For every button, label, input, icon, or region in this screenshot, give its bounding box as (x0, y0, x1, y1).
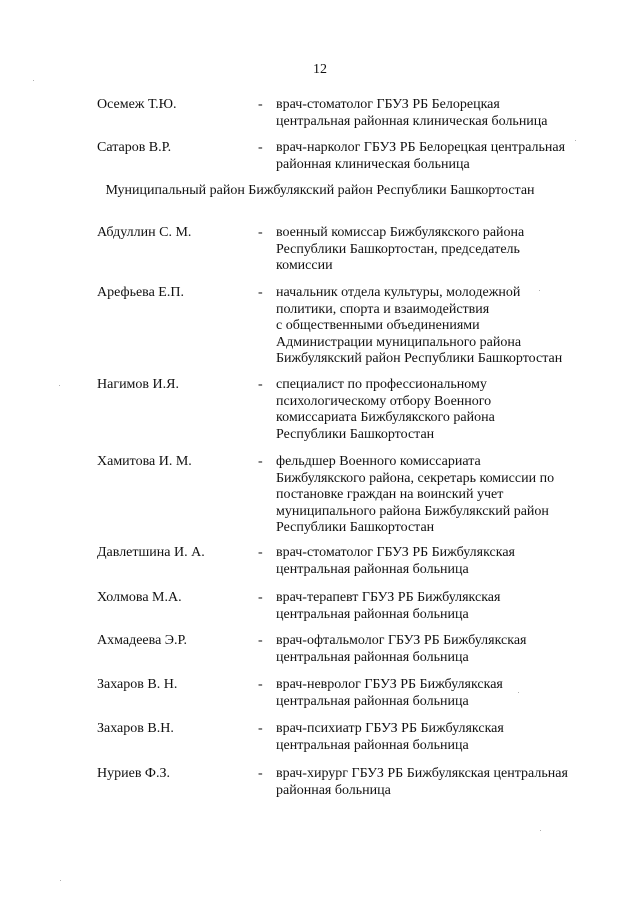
member-role (276, 377, 596, 443)
member-role (276, 766, 596, 799)
dash-separator: - (258, 454, 263, 469)
role-line: фельдшер Военного комиссариата (276, 454, 481, 469)
page-number: 12 (313, 62, 327, 77)
role-line: районная больница (276, 782, 391, 798)
dash-separator: - (258, 140, 263, 155)
member-name: Абдуллин С. М. (97, 225, 192, 240)
member-role (276, 285, 596, 368)
member-name: Арефьева Е.П. (97, 285, 184, 300)
role-line: врач-стоматолог ГБУЗ РБ Белорецкая (276, 97, 500, 112)
role-line: Администрации муниципального района (276, 334, 522, 350)
member-role (276, 633, 596, 666)
role-line: начальник отдела культуры, молодежной (276, 285, 521, 300)
role-line: центральная районная больница (276, 693, 469, 709)
member-role (276, 590, 596, 623)
section-heading: Муниципальный район Бижбулякский район Республики Башкортостан (105, 183, 535, 198)
role-line: Республики Башкортостан (276, 426, 435, 442)
member-name: Сатаров В.Р. (97, 140, 172, 155)
role-line: врач-стоматолог ГБУЗ РБ Бижбулякская (276, 545, 515, 560)
dash-separator: - (258, 721, 263, 736)
role-line: врач-невролог ГБУЗ РБ Бижбулякская (276, 677, 503, 692)
role-line: комиссариата Бижбулякского района (276, 410, 495, 425)
role-line: Бижбулякский район Республики Башкортостан (276, 351, 563, 366)
role-line: врач-психиатр ГБУЗ РБ Бижбулякская (276, 721, 504, 736)
role-line: постановке граждан на воинский учет (276, 487, 504, 502)
dash-separator: - (258, 225, 263, 240)
role-line: центральная районная больница (276, 737, 469, 753)
dash-separator: - (258, 590, 263, 605)
role-line: Республики Башкортостан (276, 520, 435, 535)
role-line: центральная районная клиническая больница (276, 113, 548, 129)
scan-speck (575, 140, 576, 141)
dash-separator: - (258, 677, 263, 692)
role-line: комиссии (276, 258, 333, 273)
member-name: Ахмадеева Э.Р. (97, 633, 188, 648)
member-role (276, 97, 596, 130)
role-line: военный комиссар Бижбулякского района (276, 225, 525, 240)
role-line: районная клиническая больница (276, 156, 470, 172)
role-line: Республики Башкортостан, председатель (276, 241, 520, 257)
scan-speck (540, 830, 541, 831)
role-line: врач-нарколог ГБУЗ РБ Белорецкая центральная (276, 140, 566, 155)
member-name: Хамитова И. М. (97, 454, 192, 469)
scan-speck (518, 692, 519, 693)
role-line: специалист по профессиональному (276, 377, 487, 392)
member-role (276, 225, 596, 275)
member-name: Нагимов И.Я. (97, 377, 179, 392)
role-line: центральная районная больница (276, 606, 469, 622)
member-role (276, 677, 596, 710)
dash-separator: - (258, 377, 263, 392)
member-name: Холмова М.А. (97, 590, 182, 605)
dash-separator: - (258, 285, 263, 300)
role-line: врач-терапевт ГБУЗ РБ Бижбулякская (276, 590, 501, 605)
member-name: Давлетшина И. А. (97, 545, 205, 560)
dash-separator: - (258, 633, 263, 648)
role-line: врач-хирург ГБУЗ РБ Бижбулякская центральная (276, 766, 568, 781)
role-line: психологическому отбору Военного (276, 393, 492, 409)
scan-speck (33, 80, 34, 81)
dash-separator: - (258, 545, 263, 560)
role-line: центральная районная больница (276, 649, 469, 665)
member-role (276, 140, 596, 173)
scan-speck (60, 880, 61, 881)
role-line: с общественными объединениями (276, 318, 480, 333)
role-line: центральная районная больница (276, 561, 469, 577)
role-line: муниципального района Бижбулякский район (276, 503, 549, 519)
member-name: Осемеж Т.Ю. (97, 97, 177, 112)
member-role (276, 545, 596, 578)
member-name: Захаров В. Н. (97, 677, 178, 692)
dash-separator: - (258, 766, 263, 781)
scan-speck (59, 385, 60, 386)
member-name: Нуриев Ф.З. (97, 766, 171, 781)
role-line: политики, спорта и взаимодействия (276, 301, 490, 317)
dash-separator: - (258, 97, 263, 112)
member-role (276, 454, 596, 537)
role-line: Бижбулякского района, секретарь комиссии по (276, 470, 555, 486)
member-name: Захаров В.Н. (97, 721, 174, 736)
scan-speck (539, 290, 540, 291)
role-line: врач-офтальмолог ГБУЗ РБ Бижбулякская (276, 633, 527, 648)
member-role (276, 721, 596, 754)
